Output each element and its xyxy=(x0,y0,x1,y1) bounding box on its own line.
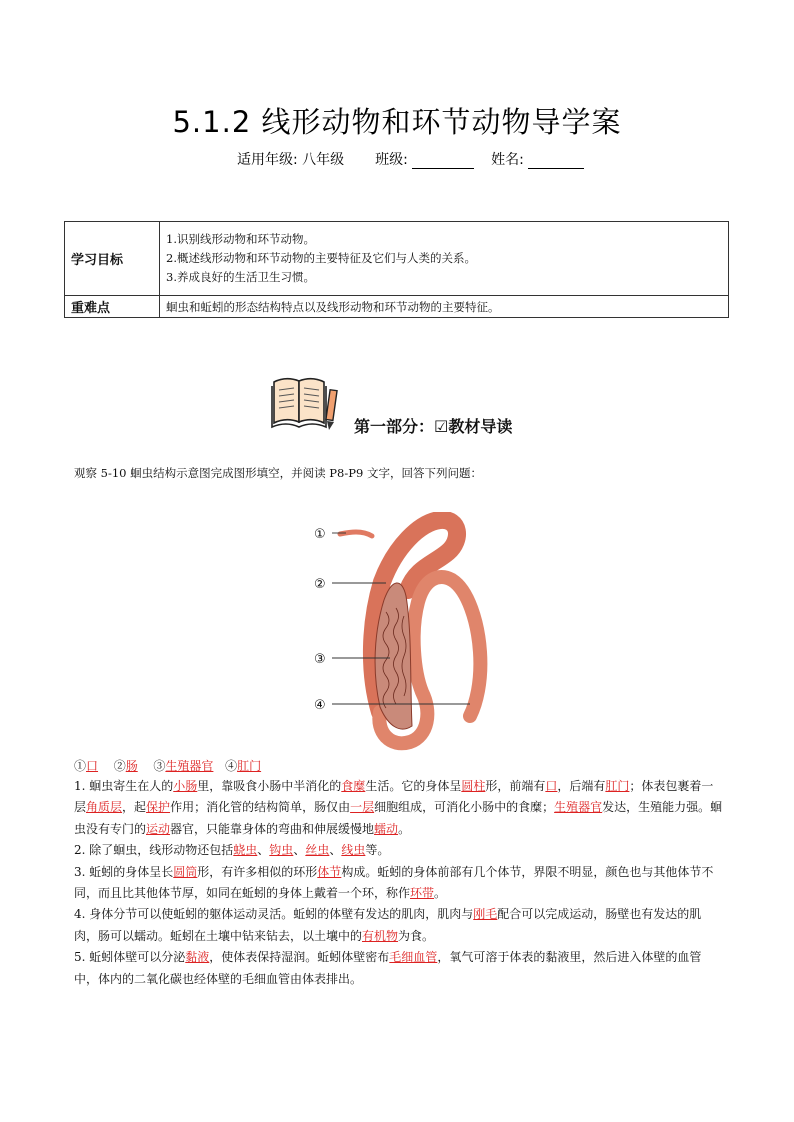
answer-fill: 保护 xyxy=(146,800,171,815)
question-4: 4. 身体分节可以使蚯蚓的躯体运动灵活。蚯蚓的体壁有发达的肌肉，肌肉与刚毛配合可以完成运动，肠壁也有发达的肌肉，肠可以蠕动。蚯蚓在土壤中钻来钻去，以土壤中的有机物为食。 xyxy=(74,907,702,943)
answer-num: ① xyxy=(74,759,87,773)
answer-fill: 小肠 xyxy=(173,779,198,793)
answer-fill: 蛲虫 xyxy=(233,843,258,858)
page-title: 5.1.2 线形动物和环节动物导学案 xyxy=(172,105,622,139)
answer-fill: 毛细血管 xyxy=(389,950,438,965)
goal-item: 1.识别线形动物和环节动物。 xyxy=(166,232,315,246)
key-header: 重难点 xyxy=(65,296,160,318)
answer-fill: 一层 xyxy=(350,800,375,815)
question-1: 1. 蛔虫寄生在人的小肠里，靠吸食小肠中半消化的食糜生活。它的身体呈圆柱形，前端有口，后端有肛门；体表包裹着一层角质层，起保护作用；消化管的结构简单，肠仅由一层细胞组成，可消化小肠中的食糜；生殖器官发达，生殖能力强。蛔虫没有专门的运动器官，只能靠身体的弯曲和伸展缓慢地蠕动。 xyxy=(74,779,723,836)
answer-4: 肛门 xyxy=(237,759,262,773)
intro-text: 观察 5-10 蛔虫结构示意图完成图形填空，并阅读 P8-P9 文字，回答下列问题： xyxy=(74,466,482,480)
diagram-label-4: ④ xyxy=(314,698,326,713)
answer-fill: 运动 xyxy=(146,821,171,836)
answer-fill: 肛门 xyxy=(605,779,630,793)
answer-fill: 体节 xyxy=(317,864,342,879)
answer-fill: 刚毛 xyxy=(473,907,498,922)
answer-fill: 生殖器官 xyxy=(554,800,603,815)
roundworm-diagram xyxy=(310,512,500,756)
grade-label: 适用年级: 八年级 xyxy=(237,152,345,168)
question-3: 3. 蚯蚓的身体呈长圆筒形，有许多相似的环形体节构成。蚯蚓的身体前部有几个体节，界限不明显，颜色也与其他体节不同，而且比其他体节厚，如同在蚯蚓的身体上戴着一个环，称作环带。 xyxy=(74,864,714,901)
key-text: 蛔虫和蚯蚓的形态结构特点以及线形动物和环节动物的主要特征。 xyxy=(160,296,729,318)
answer-num: ③ xyxy=(153,759,166,773)
answer-fill: 黏液 xyxy=(185,950,210,965)
questions-body xyxy=(74,776,724,990)
goal-item: 3.养成良好的生活卫生习惯。 xyxy=(166,270,315,284)
goal-item: 2.概述线形动物和环节动物的主要特征及它们与人类的关系。 xyxy=(166,251,476,265)
answer-fill: 线虫 xyxy=(341,843,366,858)
answer-fill: 食糜 xyxy=(341,779,366,793)
name-label: 姓名: xyxy=(491,152,524,168)
answer-fill: 丝虫 xyxy=(305,843,330,858)
book-pencil-icon xyxy=(270,374,338,436)
answer-num: ② xyxy=(113,759,126,773)
answer-num: ④ xyxy=(225,759,238,773)
answer-fill: 口 xyxy=(545,779,558,793)
diagram-label-2: ② xyxy=(314,577,326,592)
answer-fill: 角质层 xyxy=(86,800,123,815)
header-meta xyxy=(237,149,584,169)
answer-fill: 圆筒 xyxy=(173,864,198,879)
answer-2: 肠 xyxy=(125,759,138,773)
diagram-label-1: ① xyxy=(314,527,326,542)
goals-header: 学习目标 xyxy=(65,222,160,296)
answer-fill: 钩虫 xyxy=(269,843,294,858)
question-5: 5. 蚯蚓体壁可以分泌黏液，使体表保持湿润。蚯蚓体壁密布毛细血管，氧气可溶于体表的黏液里，然后进入体壁的血管中，体内的二氧化碳也经体壁的毛细血管由体表排出。 xyxy=(74,950,702,986)
class-blank[interactable] xyxy=(412,154,474,169)
diagram-answers xyxy=(74,757,261,774)
objectives-table xyxy=(64,221,729,318)
diagram-label-3: ③ xyxy=(314,652,326,667)
class-label: 班级: xyxy=(375,152,408,168)
answer-fill: 圆柱 xyxy=(461,779,486,793)
answer-3: 生殖器官 xyxy=(165,759,214,773)
answer-fill: 有机物 xyxy=(362,928,399,943)
question-2: 2. 除了蛔虫，线形动物还包括蛲虫、钩虫、丝虫、线虫等。 xyxy=(74,843,390,858)
goals-cell xyxy=(160,222,729,296)
section-title: 第一部分：☑教材导读 xyxy=(354,417,513,436)
answer-1: 口 xyxy=(86,759,99,773)
answer-fill: 蠕动 xyxy=(374,821,399,836)
answer-fill: 环带 xyxy=(410,886,435,901)
name-blank[interactable] xyxy=(528,154,584,169)
